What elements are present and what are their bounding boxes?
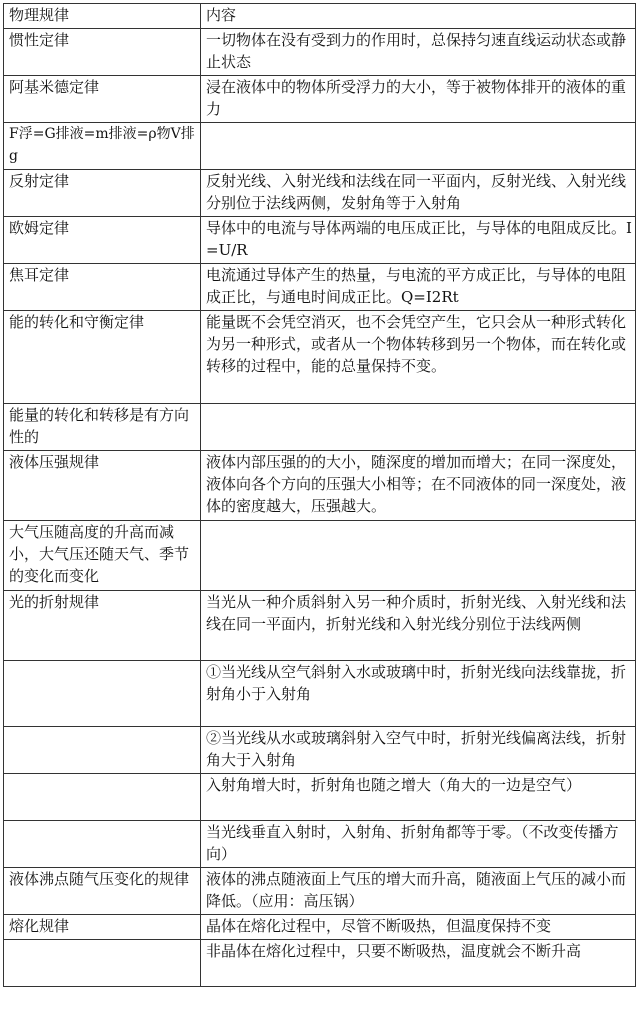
physics-laws-table <box>3 3 636 987</box>
table-row <box>4 774 636 821</box>
table-row <box>4 76 636 123</box>
law-cell: 光的折射规律 <box>4 591 201 661</box>
content-cell <box>201 521 636 591</box>
content-cell: 晶体在熔化过程中，尽管不断吸热，但温度保持不变 <box>201 915 636 940</box>
content-cell: 非晶体在熔化过程中，只要不断吸热，温度就会不断升高 <box>201 940 636 987</box>
content-cell: 入射角增大时，折射角也随之增大（角大的一边是空气） <box>201 774 636 821</box>
content-cell: 电流通过导体产生的热量，与电流的平方成正比，与导体的电阻成正比，与通电时间成正比。Q=I2Rt <box>201 264 636 311</box>
law-cell: F浮=G排液=m排液=ρ物V排g <box>4 123 201 170</box>
law-cell <box>4 940 201 987</box>
table-row <box>4 868 636 915</box>
law-cell <box>4 821 201 868</box>
content-cell <box>201 123 636 170</box>
content-cell: ②当光线从水或玻璃斜射入空气中时，折射光线偏离法线，折射角大于入射角 <box>201 727 636 774</box>
table-row <box>4 404 636 451</box>
content-cell: 一切物体在没有受到力的作用时，总保持匀速直线运动状态或静止状态 <box>201 29 636 76</box>
law-cell: 能的转化和守衡定律 <box>4 311 201 404</box>
content-cell: 反射光线、入射光线和法线在同一平面内，反射光线、入射光线分别位于法线两侧，发射角等于入射角 <box>201 170 636 217</box>
table-row <box>4 661 636 727</box>
table-row <box>4 123 636 170</box>
table-row <box>4 727 636 774</box>
content-cell: 液体内部压强的的大小，随深度的增加而增大；在同一深度处，液体向各个方向的压强大小相等；在不同液体的同一深度处，液体的密度越大，压强越大。 <box>201 451 636 521</box>
table-row <box>4 451 636 521</box>
table-header-row <box>4 4 636 29</box>
table-row <box>4 170 636 217</box>
law-cell: 液体沸点随气压变化的规律 <box>4 868 201 915</box>
law-cell: 熔化规律 <box>4 915 201 940</box>
law-cell: 惯性定律 <box>4 29 201 76</box>
law-cell: 反射定律 <box>4 170 201 217</box>
table-row <box>4 521 636 591</box>
table-row <box>4 217 636 264</box>
table-row <box>4 311 636 404</box>
law-cell <box>4 661 201 727</box>
law-cell <box>4 727 201 774</box>
law-cell: 能量的转化和转移是有方向性的 <box>4 404 201 451</box>
content-cell <box>201 404 636 451</box>
table-row <box>4 264 636 311</box>
law-cell: 欧姆定律 <box>4 217 201 264</box>
content-cell: 当光线垂直入射时，入射角、折射角都等于零。（不改变传播方向） <box>201 821 636 868</box>
header-law: 物理规律 <box>4 4 201 29</box>
law-cell: 大气压随高度的升高而减小，大气压还随天气、季节的变化而变化 <box>4 521 201 591</box>
content-cell: ①当光线从空气斜射入水或玻璃中时，折射光线向法线靠拢，折射角小于入射角 <box>201 661 636 727</box>
law-cell <box>4 774 201 821</box>
law-cell: 焦耳定律 <box>4 264 201 311</box>
table-row <box>4 821 636 868</box>
table-row <box>4 29 636 76</box>
law-cell: 阿基米德定律 <box>4 76 201 123</box>
content-cell: 能量既不会凭空消灭，也不会凭空产生，它只会从一种形式转化为另一种形式，或者从一个物体转移到另一个物体，而在转化或转移的过程中，能的总量保持不变。 <box>201 311 636 404</box>
table-row <box>4 915 636 940</box>
content-cell: 浸在液体中的物体所受浮力的大小，等于被物体排开的液体的重力 <box>201 76 636 123</box>
header-content: 内容 <box>201 4 636 29</box>
table-row <box>4 591 636 661</box>
content-cell: 液体的沸点随液面上气压的增大而升高，随液面上气压的减小而降低。（应用：高压锅） <box>201 868 636 915</box>
content-cell: 当光从一种介质斜射入另一种介质时，折射光线、入射光线和法线在同一平面内，折射光线和入射光线分别位于法线两侧 <box>201 591 636 661</box>
table-row <box>4 940 636 987</box>
content-cell: 导体中的电流与导体两端的电压成正比，与导体的电阻成反比。I=U/R <box>201 217 636 264</box>
law-cell: 液体压强规律 <box>4 451 201 521</box>
